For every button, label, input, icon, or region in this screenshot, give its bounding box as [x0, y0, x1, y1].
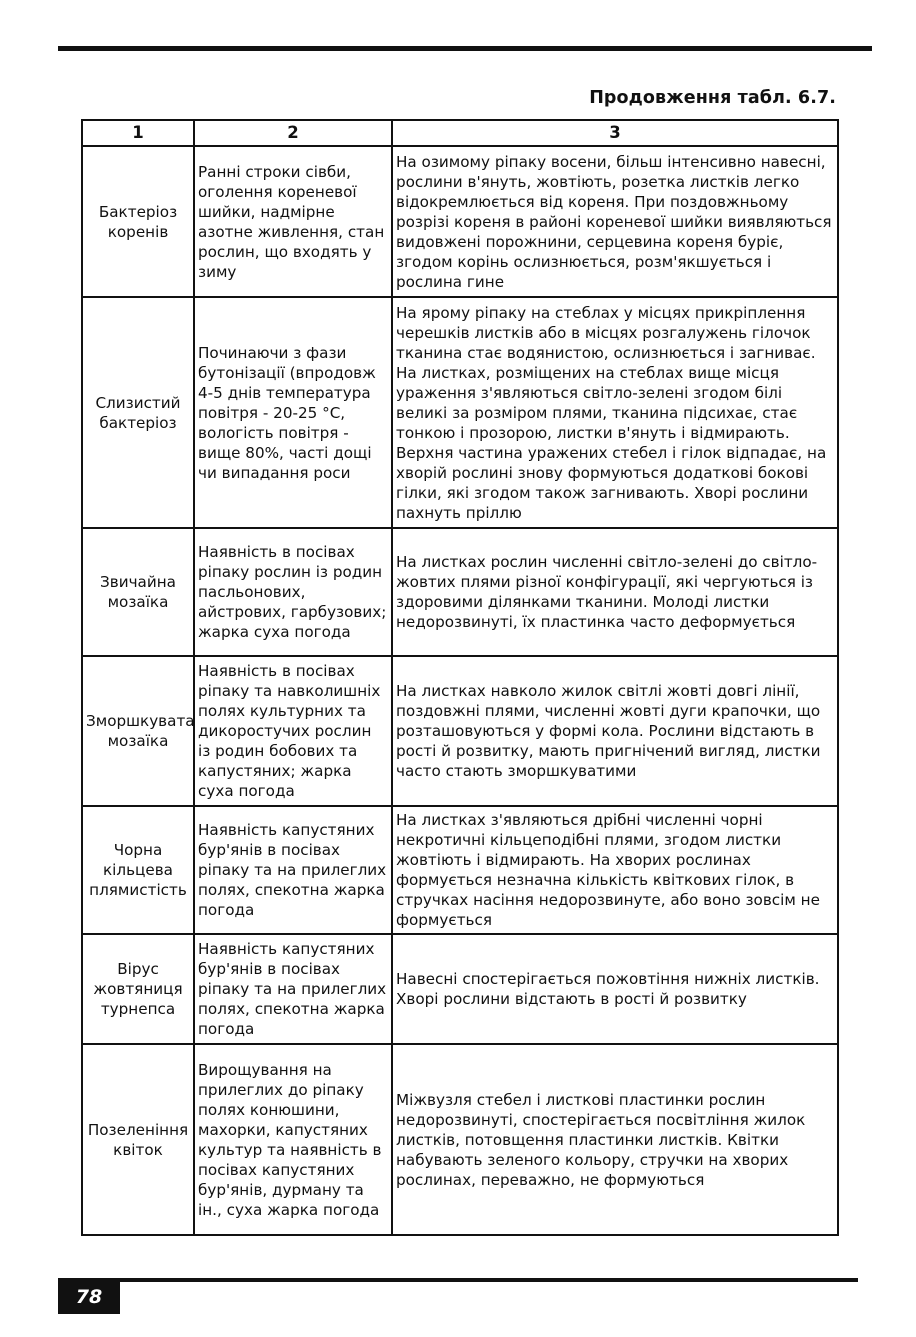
disease-name-cell: Позеленіння квіток [82, 1044, 194, 1235]
table-continuation-label: Продовження табл. 6.7. [589, 88, 836, 108]
table-row [82, 806, 838, 934]
conditions-cell: Наявність в посівах ріпаку та навколишніх полях культурних та дикоростучих рослин із родин бобових та капустяних; жарка суха погода [194, 656, 392, 806]
table-header-row [82, 120, 838, 146]
disease-name-cell: Вірус жовтяниця турнепса [82, 934, 194, 1044]
conditions-cell: Наявність в посівах ріпаку рослин із родин пасльонових, айстрових, гарбузових; жарка суха погода [194, 528, 392, 656]
page-number: 78 [58, 1281, 120, 1314]
symptoms-cell: На ярому ріпаку на стеблах у місцях прикріплення черешків листків або в місцях розгалужень гілочок тканина стає водянистою, ослизнюється і загниває. На листках, розміщених на стеблах вище місця ураження з'являються світло-зелені згодом білі великі за розміром плями, тканина підсихає, стає тонкою і прозорою, листки в'януть і відмирають. Верхня частина уражених стебел і гілок відпадає, на хворій рослині знову формуються додаткові бокові гілки, які згодом також загнивають. Хворі рослини пахнуть пріллю [392, 297, 838, 528]
disease-table [81, 119, 839, 1236]
conditions-cell: Вирощування на прилеглих до ріпаку полях конюшини, махорки, капустяних культур та наявність в посівах капустяних бур'янів, дурману та ін., суха жарка погода [194, 1044, 392, 1235]
conditions-cell: Наявність капустяних бур'янів в посівах ріпаку та на прилеглих полях, спекотна жарка погода [194, 806, 392, 934]
bottom-rule [58, 1278, 858, 1282]
conditions-cell: Починаючи з фази бутонізації (впродовж 4-5 днів температура повітря - 20-25 °С, вологість повітря - вище 80%, часті дощі чи випадання роси [194, 297, 392, 528]
conditions-cell: Ранні строки сівби, оголення кореневої шийки, надмірне азотне живлення, стан рослин, що входять у зиму [194, 146, 392, 297]
symptoms-cell: Навесні спостерігається пожовтіння нижніх листків. Хворі рослини відстають в рості й розвитку [392, 934, 838, 1044]
column-header-1: 1 [82, 120, 194, 146]
column-header-2: 2 [194, 120, 392, 146]
disease-name-cell: Слизистий бактеріоз [82, 297, 194, 528]
table-row [82, 656, 838, 806]
disease-name-cell: Звичайна мозаїка [82, 528, 194, 656]
disease-name-cell: Зморшкувата мозаїка [82, 656, 194, 806]
symptoms-cell: На озимому ріпаку восени, більш інтенсивно навесні, рослини в'януть, жовтіють, розетка листків легко відокремлюється від кореня. При поздовжньому розрізі кореня в районі кореневої шийки виявляються видовжені порожнини, серцевина кореня буріє, згодом корінь ослизнюється, розм'якшується і рослина гине [392, 146, 838, 297]
symptoms-cell: На листках навколо жилок світлі жовті довгі лінії, поздовжні плями, численні жовті дуги крапочки, що розташовуються у формі кола. Рослини відстають в рості й розвитку, мають пригнічений вигляд, листки часто стають зморшкуватими [392, 656, 838, 806]
table-row [82, 146, 838, 297]
disease-name-cell: Чорна кільцева плямистість [82, 806, 194, 934]
top-rule [58, 46, 872, 51]
column-header-3: 3 [392, 120, 838, 146]
symptoms-cell: Міжвузля стебел і листкові пластинки рослин недорозвинуті, спостерігається посвітління жилок листків, потовщення пластинки листків. Квітки набувають зеленого кольору, стручки на хворих рослинах, переважно, не формуються [392, 1044, 838, 1235]
table-row [82, 297, 838, 528]
table-row [82, 1044, 838, 1235]
table-row [82, 528, 838, 656]
conditions-cell: Наявність капустяних бур'янів в посівах ріпаку та на прилеглих полях, спекотна жарка погода [194, 934, 392, 1044]
symptoms-cell: На листках з'являються дрібні численні чорні некротичні кільцеподібні плями, згодом листки жовтіють і відмирають. На хворих рослинах формується незначна кількість квіткових гілок, в стручках насіння недорозвинуте, або воно зовсім не формується [392, 806, 838, 934]
symptoms-cell: На листках рослин численні світло-зелені до світло-жовтих плями різної конфігурації, які чергуються із здоровими ділянками тканини. Молоді листки недорозвинуті, їх пластинка часто деформується [392, 528, 838, 656]
table-row [82, 934, 838, 1044]
disease-name-cell: Бактеріоз коренів [82, 146, 194, 297]
